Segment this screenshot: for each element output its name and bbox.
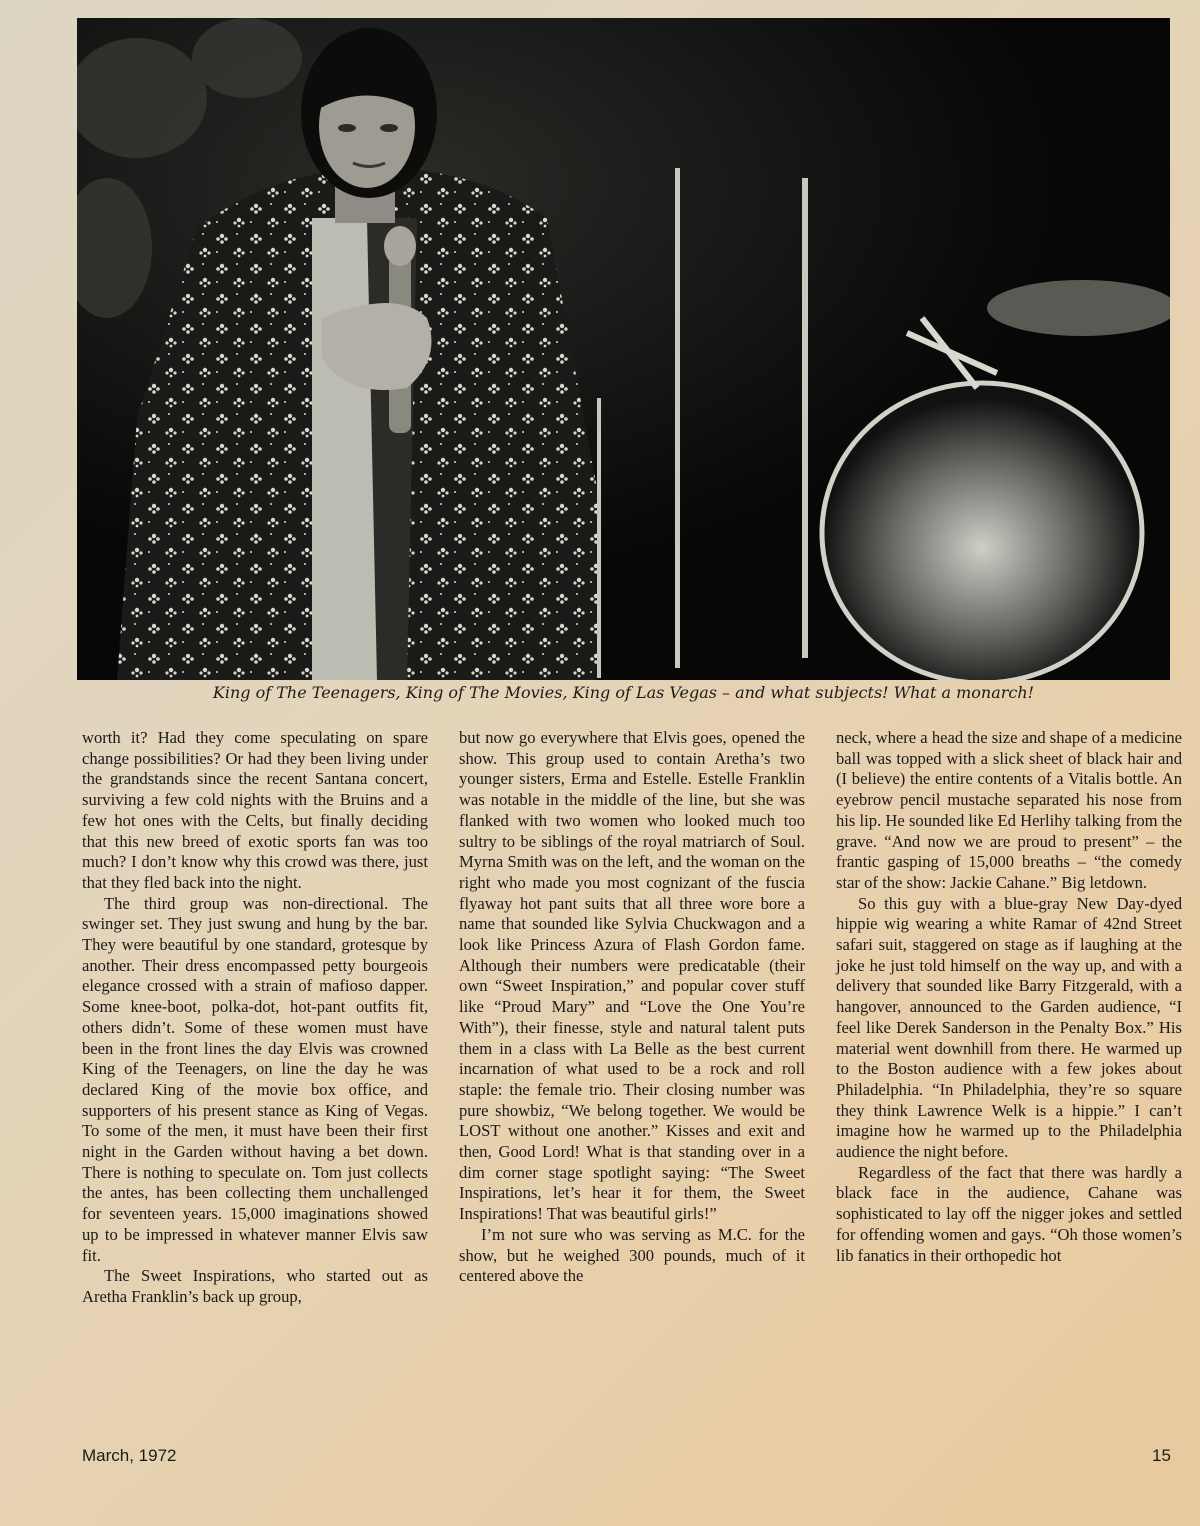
concert-photo bbox=[77, 18, 1170, 680]
issue-date: March, 1972 bbox=[82, 1446, 177, 1465]
paragraph: So this guy with a blue-gray New Day-dyed hippie wig wearing a white Ramar of 42nd Street safari suit, staggered on stage as if laughing at the joke he just told himself on the way up, and with a delivery that sounded like Barry Fitzgerald, with a hangover, announced to the Garden audience, “I feel like Derek Sanderson in the Penalty Box.” His material went downhill from there. He warmed up to the Boston audience with a few jokes about Philadelphia. “In Philadelphia, they’re so square they think Lawrence Welk is a hippie.” I can’t imagine how he warmed up to the Philadelphia audience the night before. bbox=[836, 893, 1182, 1162]
paragraph: worth it? Had they come speculating on spare change possibilities? Or had they been living under the grandstands since the recent Santana concert, surviving a few cold nights with the Bruins and a few hot ones with the Celts, but finally deciding that this new breed of exotic sports fan was too much? I don’t know why this crowd was there, just that they fled back into the night. bbox=[82, 728, 428, 892]
paragraph: but now go everywhere that Elvis goes, opened the show. This group used to contain Aretha’s two younger sisters, Erma and Estelle. Estelle Franklin was notable in the middle of the line, but she was flanked with two women who looked much too sultry to be siblings of the royal matriarch of Soul. Myrna Smith was on the left, and the woman on the right who made you most cognizant of the fuscia flyaway hot pant suits that all three wore bore a name that sounded like Sylvia Chuckwagon and a look like Princess Azura of Flash Gordon fame. Although their numbers were predicatable (their own “Sweet Inspiration,” and popular cover stuff like “Proud Mary” and “Love the One You’re With”), their finesse, style and natural talent puts them in a class with La Belle as the best current incarnation of what used to be a rock and roll staple: the female trio. Their closing number was pure showbiz, “We belong together. We would be LOST without one another.” Kisses and exit and then, Good Lord! What is that standing over in a dim corner stage spotlight saying: “The Sweet Inspirations, let’s hear it for them, the Sweet Inspirations! That was beautiful girls!” bbox=[459, 728, 805, 1224]
paragraph: neck, where a head the size and shape of a medicine ball was topped with a slick sheet of black hair and (I believe) the entire contents of a Vitalis bottle. An eyebrow pencil mustache separated his nose from his lip. He sounded like Ed Herlihy talking from the grave. “And now we are proud to present” – the frantic gasping of 15,000 breaths – “the comedy star of the show: Jackie Cahane.” Big letdown. bbox=[836, 728, 1182, 892]
paragraph: The Sweet Inspirations, who started out as Aretha Franklin’s back up group, bbox=[82, 1266, 428, 1306]
photo-illustration bbox=[77, 18, 1170, 680]
column-2 bbox=[459, 728, 805, 1287]
paragraph: I’m not sure who was serving as M.C. for the show, but he weighed 300 pounds, much of it centered above the bbox=[459, 1224, 805, 1286]
column-3 bbox=[836, 728, 1182, 1266]
paragraph: The third group was non-directional. The swinger set. They just swung and hung by the bar. They were beautiful by one standard, grotesque by another. Their dress encompassed petty bourgeois elegance crossed with a strain of mafioso dapper. Some knee-boot, polka-dot, hot-pant outfits fit, others didn’t. Some of these women must have been in the front lines the day Elvis was crowned King of the Teenagers, on line the day he was declared King of the movie box office, and supporters of his present stance as King of Vegas. To some of the men, it must have been their first night in the Garden without having a bet down. There is nothing to speculate on. Tom just collects the antes, has been collecting them unchallenged for seventeen years. 15,000 imaginations showed up to be impressed in whatever manner Elvis saw fit. bbox=[82, 893, 428, 1265]
page-number: 15 bbox=[1152, 1446, 1171, 1465]
photo-caption: King of The Teenagers, King of The Movies, King of Las Vegas – and what subjects! What a monarch! bbox=[212, 683, 1035, 702]
paragraph: Regardless of the fact that there was hardly a black face in the audience, Cahane was sophisticated to lay off the nigger jokes and settled for offending women and gays. “Oh those women’s lib fanatics in their orthopedic hot bbox=[836, 1162, 1182, 1265]
column-1 bbox=[82, 728, 428, 1308]
